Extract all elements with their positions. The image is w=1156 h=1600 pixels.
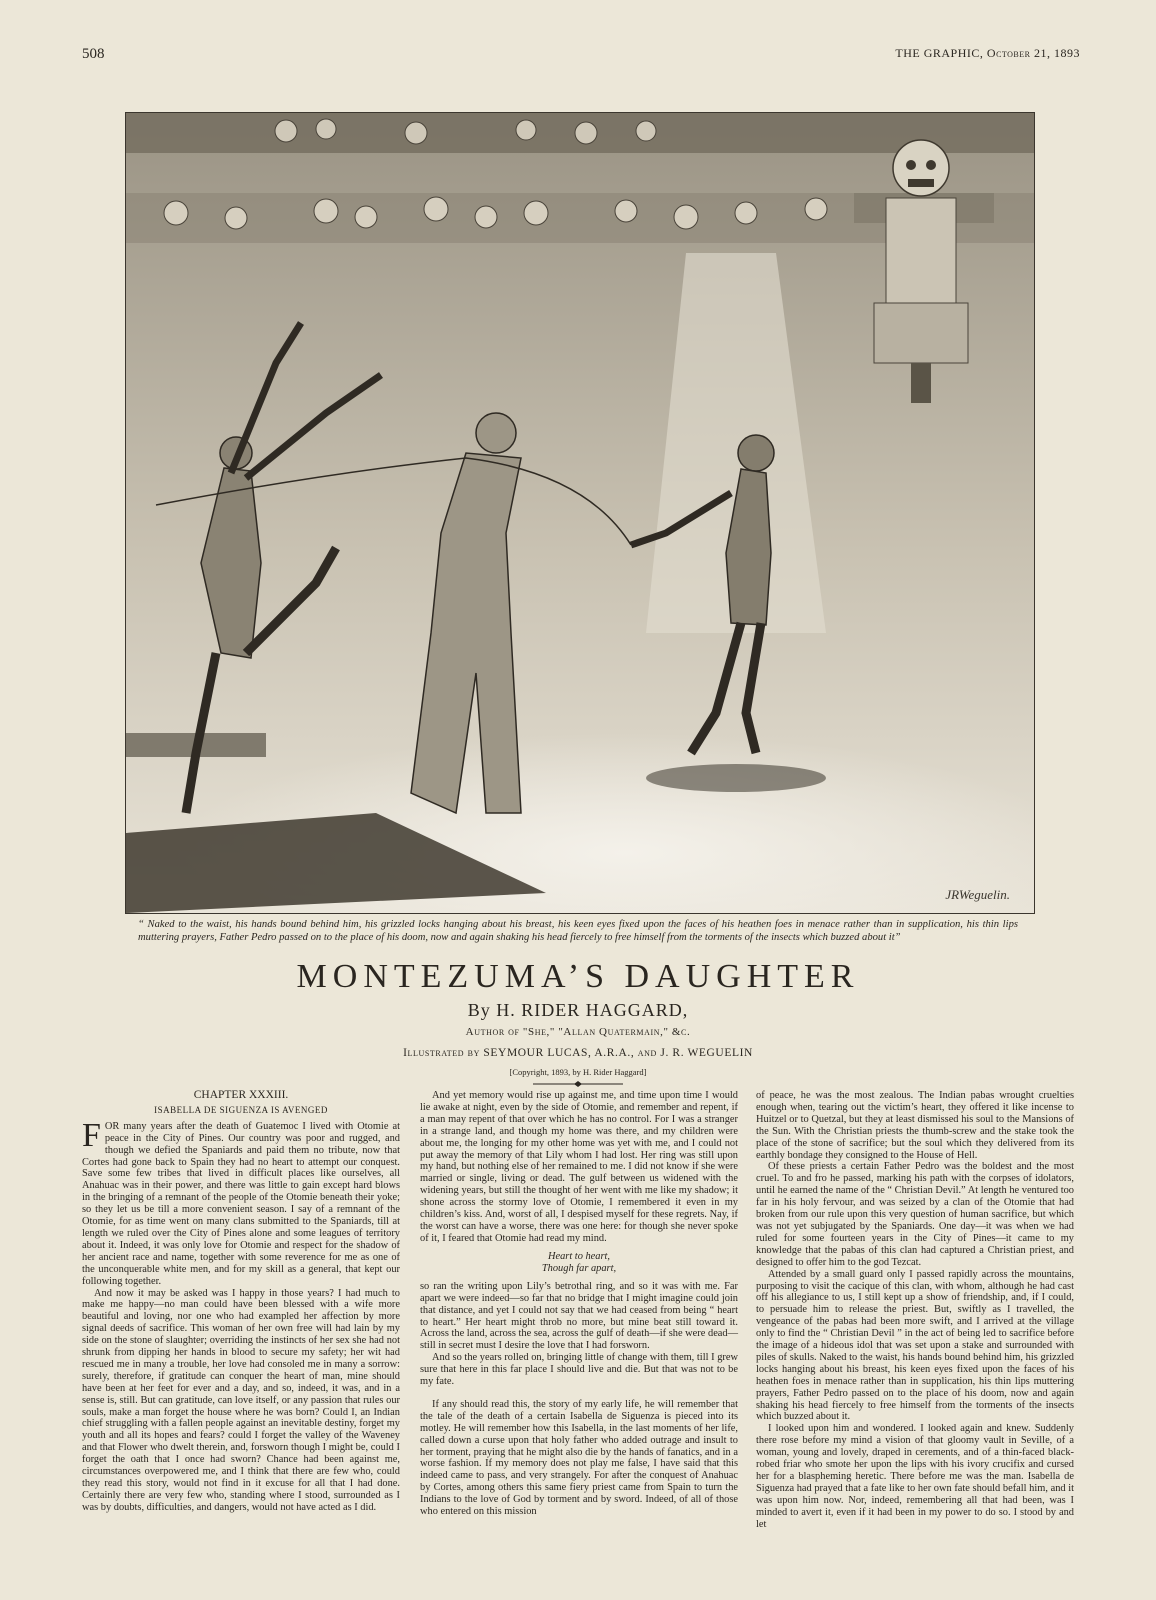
drop-cap: F [82,1116,101,1154]
paragraph: If any should read this, the story of my early life, he will remember that the tale of the death of a certain Isabella de Siguenza is pieced into its motley. He will remember how this Isabella, in the last moments of her life, called down a curse upon that holy father who added outrage and insult to her torment, praying that he might also die by the hands of fanatics, and in a worse fashion. If my memory does not play me false, I have said that this indeed came to pass, and very strangely. For after the conquest of Anahuac by Cortes, among others this same fiery priest came from Spain to turn the Indians to the love of God by torment and by sword. Indeed, of all of those who entered on this mission [420,1398,738,1518]
story-byline: By H. RIDER HAGGARD, [467,1000,689,1020]
illustrator-credit: Illustrated by SEYMOUR LUCAS, A.R.A., and J. R. WEGUELIN [403,1047,753,1059]
engraving-artwork [126,113,1034,913]
paragraph: And so the years rolled on, bringing little of change with them, till I grew sure that here in this far place I should live and die. But that was not to be my fate. [420,1352,738,1388]
artist-signature: JRWeguelin. [945,887,1010,902]
paragraph: Of these priests a certain Father Pedro was the boldest and the most cruel. To and fro he passed, marking his path with the corpses of idolators, until he earned the name of the “ Christian Devil.” At length he ventured too far in his holy fervour, and was seized by a clan of the Otomie that had broken from our rule upon this very question of human sacrifice, but which was not yet subjugated by the Spaniards. One day—it was when we had ruled for some fourteen years in the City of Pines—it came to my knowledge that the pabas of this clan had captured a Christian priest, and designed to offer him to the god Tezcat. [756,1161,1074,1268]
text-column-3 [756,1090,1074,1531]
paragraph: so ran the writing upon Lily’s betrothal ring, and so it was with me. Far apart we were indeed—so far that no bridge that I might imagine could join that distance, and yet I could not say that we had ceased from being “ heart to heart.” Her heart might throb no more, but mine beat still toward it. Across the land, across the sea, across the gulf of death—if she were dead—still in secret must I desire the love that I had forsworn. [420,1280,738,1352]
page-number: 508 [82,46,105,62]
engraving-illustration [125,112,1035,914]
verse-quote: Heart to heart, Though far apart, [541,1250,617,1274]
chapter-heading: CHAPTER XXXIII. [193,1089,289,1101]
author-works: Author of "She," "Allan Quatermain," &c. [465,1026,691,1038]
paragraph: And yet memory would rise up against me, and time upon time I would lie awake at night, even by the side of Otomie, and remember and repent, if a man may repent of that over which he has no control. For I was a stranger in a strange land, and though my home was there, and my children were about me, the longing for my other home was yet with me, and I could not put away the memory of that Lily whom I had lost. Her ring was still upon my hand, but nothing else of her remained to me. I did not know if she were married or single, living or dead. The gulf between us widened with the widening years, but still the thought of her went with me like my shadow; it shone across the stormy love of Otomie, I remembered it even in my children’s kiss. And, worst of all, I despised myself for these regrets. Nay, if the worst can have a worse, there was one here: for though she never spoke of it, I feared that Otomie had read my mind. [420,1090,738,1244]
text-column-1 [82,1090,400,1514]
illustration-caption: “ Naked to the waist, his hands bound behind him, his grizzled locks hanging about his breast, his keen eyes fixed upon the faces of his heathen foes in menace rather than in supplication, his thin lips muttering prayers, Father Pedro passed on to the place of his doom, now and again shaking his head fiercely to free himself from the torments of the insects which buzzed about it” [138,919,1018,943]
paragraph: And now it may be asked was I happy in those years? I had much to make me happy—no man could have been blessed with a wife more beautiful and loving, nor one who had exampled her affection by more signal deeds of sacrifice. This woman of her own free will had lain by my side on the stone of slaughter; overriding the instincts of her sex she had not shrunk from dipping her hands in blood to secure my safety; her wit had rescued me in many a trouble, her love had consoled me in many a sorrow: surely, therefore, if gratitude can conquer the heart of man, mine should have been at her feet for ever and a day, and so, indeed, it was, and in a sense is, still. But can gratitude, can love itself, or any passion that rules our souls, make a man forget the house where he was born? Could I, an Indian chief struggling with a fallen people against an inevitable destiny, forget my youth and all its hopes and fears? could I forget the valley of the Waveney and that Flower who dwelt therein, and, forsworn though I might be, could I forget the oath that I once had sworn? Chance had been against me, circumstances overpowered me, and I think that there are few who, could they read this story, would not find in it excuse for all that I had done. Certainly there are very few who, standing where I stood, surrounded as I was by doubts, difficulties, and dangers, would not have acted as I did. [82,1287,400,1513]
chapter-subheading: ISABELLA DE SIGUENZA IS AVENGED [154,1104,328,1115]
text-column-2 [420,1090,738,1518]
paragraph: I looked upon him and wondered. I looked again and knew. Suddenly there rose before my mind a vision of that gloomy vault in Seville, of a woman, young and lovely, draped in cerements, and of a thin-faced black-robed friar who smote her upon the lips with his ivory crucifix and cursed her for a blaspheming heretic. There before me was the man. Isabella de Siguenza had prayed that a fate like to her own fate should befall him, and it was upon him now. Nor, indeed, remembering all that had been, was I minded to avert it, even if it had been in my power to do so. I stood by and let [756,1423,1074,1530]
running-head [895,46,1080,61]
story-title: MONTEZUMA’S DAUGHTER [296,958,860,995]
copyright-notice: [Copyright, 1893, by H. Rider Haggard] [509,1067,647,1077]
issue-date: October 21, 1893 [986,46,1080,60]
divider-ornament [533,1081,623,1087]
publication-name: THE GRAPHIC, [895,46,984,60]
paragraph: Attended by a small guard only I passed rapidly across the mountains, purposing to visit the cacique of this clan, with whom, although he had cast off his allegiance to us, I still kept up a show of friendship, and, if I could, to persuade him to release the priest. But, swiftly as I travelled, the vengeance of the pabas had been more swift, and I arrived at the village only to find the “ Christian Devil ” in the act of being led to sacrifice before the image of a hideous idol that was set upon a stake and surrounded with piles of skulls. Naked to the waist, his hands bound behind him, his grizzled locks hanging about his breast, his keen eyes fixed upon the faces of his heathen foes in menace rather than in supplication, his thin lips muttering prayers, Father Pedro passed on to the place of his doom, now and again shaking his head fiercely to free himself from the torments of the insects which buzzed about it. [756,1268,1074,1423]
paragraph: of peace, he was the most zealous. The Indian pabas wrought cruelties enough when, tearing out the victim’s heart, they offered it like incense to Huitzel or to Quetzal, but they at least dismissed his soul to the Mansions of the Sun. With the Christian priests the thumb-screw and the stake took the place of the stone of sacrifice; but the soul which they delivered from its earthly bondage they consigned to the House of Hell. [756,1090,1074,1161]
paragraph: FOR many years after the death of Guatemoc I lived with Otomie at peace in the City of Pines. Our country was poor and rugged, and though we defied the Spaniards and paid them no tribute, now that Cortes had gone back to Spain they had no heart to attempt our conquest. Save some few tribes that lived in difficult places like ourselves, all Anahuac was in their power, and there was little to gain except hard blows in the bringing of a remnant of the people of the Otomie beneath their yoke; so they let us be till a more convenient season. I say of a remnant of the Otomie, for as time went on many clans submitted to the Spaniards, till at length we ruled over the City of Pines alone and some leagues of territory about it. Indeed, it was only love for Otomie and respect for the shadow of her ancient race and name, together with some reverence for me as one of the unconquerable white men, and for my skill as a general, that kept our following together. [82,1116,400,1287]
